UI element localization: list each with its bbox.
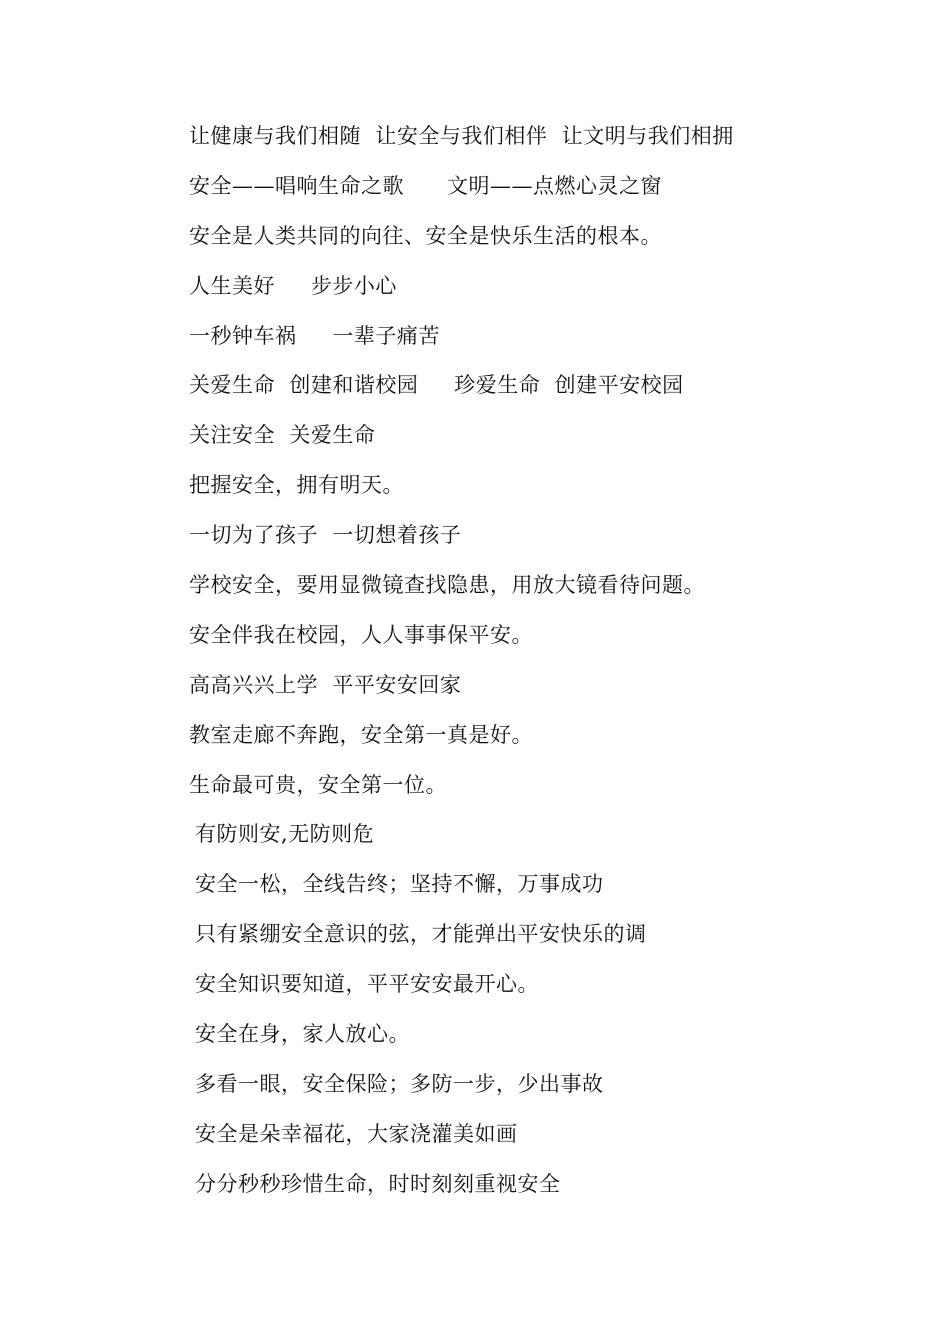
- slogan-line: 关爱生命 创建和谐校园 珍爱生命 创建平安校园: [189, 373, 684, 398]
- slogan-line: 有防则安,无防则危: [195, 822, 375, 847]
- slogan-line: 生命最可贵，安全第一位。: [189, 772, 447, 797]
- slogan-line: 安全在身，家人放心。: [195, 1022, 410, 1047]
- slogan-line: 一切为了孩子 一切想着孩子: [189, 523, 462, 548]
- slogan-line: 一秒钟车祸 一辈子痛苦: [189, 323, 440, 348]
- slogan-line: 分分秒秒珍惜生命，时时刻刻重视安全: [195, 1171, 561, 1196]
- slogan-line: 关注安全 关爱生命: [189, 423, 376, 448]
- slogan-line: 安全——唱响生命之歌 文明——点燃心灵之窗: [189, 173, 663, 198]
- slogan-line: 安全是朵幸福花，大家浇灌美如画: [195, 1121, 518, 1146]
- slogan-line: 学校安全，要用显微镜查找隐患，用放大镜看待问题。: [189, 573, 705, 598]
- slogan-line: 多看一眼，安全保险；多防一步，少出事故: [195, 1071, 604, 1096]
- slogan-line: 把握安全，拥有明天。: [189, 473, 404, 498]
- slogan-line: 高高兴兴上学 平平安安回家: [189, 672, 462, 697]
- slogan-list: [189, 116, 889, 1214]
- slogan-line: 安全一松，全线告终；坚持不懈，万事成功: [195, 872, 604, 897]
- slogan-line: 教室走廊不奔跑，安全第一真是好。: [189, 722, 533, 747]
- slogan-line: 人生美好 步步小心: [189, 273, 397, 298]
- slogan-line: 只有紧绷安全意识的弦，才能弹出平安快乐的调: [195, 922, 647, 947]
- slogan-line: 安全伴我在校园，人人事事保平安。: [189, 622, 533, 647]
- slogan-line: 安全是人类共同的向往、安全是快乐生活的根本。: [189, 223, 662, 248]
- slogan-line: 安全知识要知道，平平安安最开心。: [195, 972, 539, 997]
- slogan-line: 让健康与我们相随 让安全与我们相伴 让文明与我们相拥: [189, 124, 734, 148]
